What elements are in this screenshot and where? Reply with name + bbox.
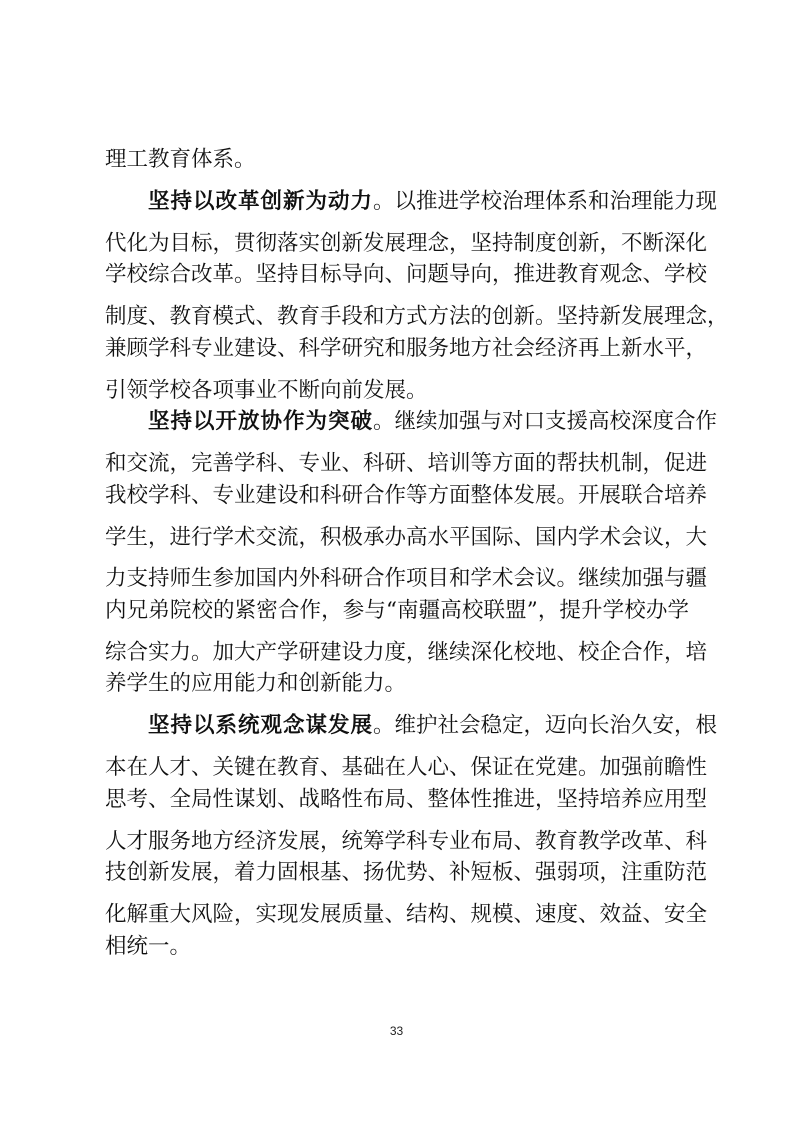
body-text-line: 人才服务地方经济发展，统筹学科专业布局、教育教学改革、科	[105, 829, 708, 854]
body-text-line: 相统一。	[105, 934, 192, 959]
paragraph-heading: 坚持以开放协作为突破	[148, 409, 374, 434]
paragraph-heading-line: 坚持以开放协作为突破。继续加强与对口支援高校深度合作	[148, 409, 718, 434]
body-text-line: 本在人才、关键在教育、基础在人心、保证在党建。加强前瞻性	[105, 755, 708, 780]
body-text-line: 制度、教育模式、教育手段和方式方法的创新。坚持新发展理念，	[105, 304, 729, 329]
body-text-line: 兼顾学科专业建设、科学研究和服务地方社会经济再上新水平，	[105, 336, 708, 361]
paragraph-heading: 坚持以系统观念谋发展	[148, 713, 374, 738]
body-text-line: 和交流，完善学科、专业、科研、培训等方面的帮扶机制，促进	[105, 451, 708, 476]
page-number: 33	[389, 1024, 404, 1038]
body-text-line: 思考、全局性谋划、战略性布局、整体性推进，坚持培养应用型	[105, 787, 708, 812]
body-text-line: 代化为目标，贯彻落实创新发展理念，坚持制度创新，不断深化	[105, 231, 708, 256]
body-text-line: 综合实力。加大产学研建设力度，继续深化校地、校企合作，培	[105, 640, 708, 665]
body-text-line: 学校综合改革。坚持目标导向、问题导向，推进教育观念、学校	[105, 262, 708, 287]
body-text-line: 养学生的应用能力和创新能力。	[105, 671, 407, 696]
paragraph-heading-line: 坚持以系统观念谋发展。维护社会稳定，迈向长治久安，根	[148, 713, 718, 738]
body-text-line: 我校学科、专业建设和科研合作等方面整体发展。开展联合培养	[105, 483, 708, 508]
body-text-line: 化解重大风险，实现发展质量、结构、规模、速度、效益、安全	[105, 902, 708, 927]
body-text-line: 技创新发展，着力固根基、扬优势、补短板、强弱项，注重防范	[105, 860, 708, 885]
body-text-line: 理工教育体系。	[105, 147, 256, 172]
paragraph-heading: 坚持以改革创新为动力	[148, 189, 374, 214]
body-text-line: 力支持师生参加国内外科研合作项目和学术会议。继续加强与疆	[105, 566, 708, 591]
body-text-line: 引领学校各项事业不断向前发展。	[105, 378, 428, 403]
body-text-line: 内兄弟院校的紧密合作，参与“南疆高校联盟”，提升学校办学	[105, 598, 689, 623]
body-text-line: 学生，进行学术交流，积极承办高水平国际、国内学术会议，大	[105, 525, 708, 550]
paragraph-heading-line: 坚持以改革创新为动力。以推进学校治理体系和治理能力现	[148, 189, 718, 214]
